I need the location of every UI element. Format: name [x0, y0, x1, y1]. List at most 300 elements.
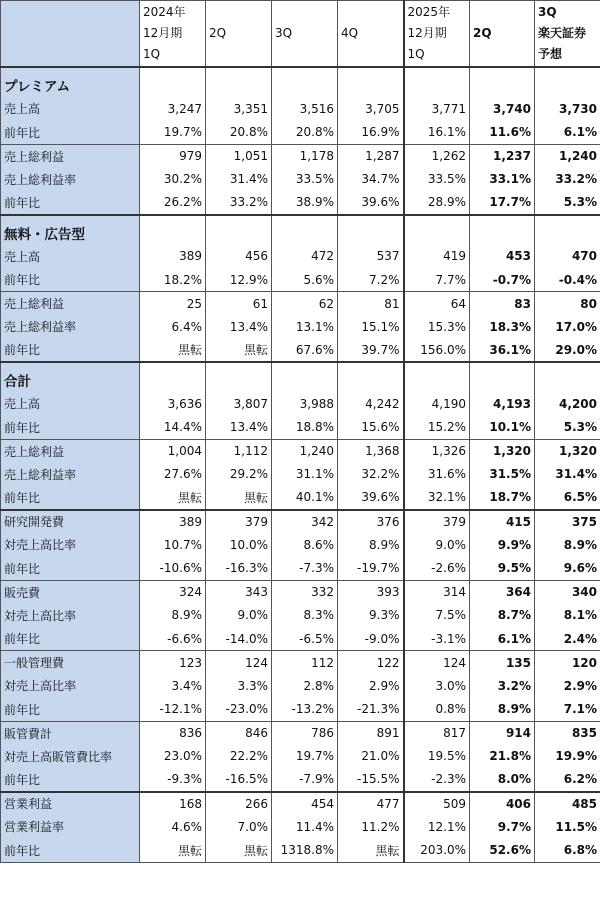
value-cell: 39.7%	[338, 339, 404, 363]
value-cell	[535, 67, 600, 97]
value-cell: 31.1%	[272, 463, 338, 487]
value-cell: 120	[535, 651, 600, 675]
value-cell: 5.6%	[272, 268, 338, 292]
value-cell: 914	[470, 721, 535, 745]
table-row	[1, 674, 600, 698]
value-cell: 379	[404, 510, 470, 534]
value-cell: 20.8%	[272, 121, 338, 145]
value-cell: 10.1%	[470, 416, 535, 440]
value-cell: 509	[404, 792, 470, 816]
section-header-row	[1, 362, 600, 392]
value-cell: 835	[535, 721, 600, 745]
value-cell: 34.7%	[338, 168, 404, 192]
header-line: 2Q	[473, 26, 492, 40]
table-row	[1, 168, 600, 192]
value-cell: 8.9%	[338, 533, 404, 557]
value-cell: 19.7%	[272, 745, 338, 769]
value-cell: 6.5%	[535, 486, 600, 510]
section-title: プレミアム	[1, 67, 140, 97]
value-cell: 15.6%	[338, 416, 404, 440]
value-cell: 6.8%	[535, 839, 600, 863]
value-cell: 15.3%	[404, 315, 470, 339]
value-cell: 485	[535, 792, 600, 816]
value-cell: 18.8%	[272, 416, 338, 440]
value-cell: 1,326	[404, 439, 470, 463]
table-row	[1, 745, 600, 769]
row-label: 売上総利益率	[1, 168, 140, 192]
value-cell	[404, 215, 470, 245]
value-cell: 817	[404, 721, 470, 745]
value-cell: 8.9%	[140, 604, 206, 628]
value-cell: 3,771	[404, 97, 470, 121]
value-cell: 1,237	[470, 144, 535, 168]
value-cell: 6.1%	[470, 627, 535, 651]
value-cell: 9.0%	[206, 604, 272, 628]
header-line: 1Q	[407, 47, 425, 61]
table-row	[1, 792, 600, 816]
value-cell: 9.7%	[470, 815, 535, 839]
table-row	[1, 604, 600, 628]
value-cell: -7.9%	[272, 768, 338, 792]
value-cell: 3.2%	[470, 674, 535, 698]
value-cell: 11.2%	[338, 815, 404, 839]
value-cell: 1,262	[404, 144, 470, 168]
value-cell: 17.0%	[535, 315, 600, 339]
row-label: 前年比	[1, 486, 140, 510]
table-row	[1, 315, 600, 339]
value-cell: 38.9%	[272, 191, 338, 215]
row-label: 販管費計	[1, 721, 140, 745]
header-row	[1, 1, 600, 68]
value-cell: 12.9%	[206, 268, 272, 292]
row-label: 売上総利益率	[1, 463, 140, 487]
table-row	[1, 97, 600, 121]
value-cell: 33.2%	[206, 191, 272, 215]
value-cell: 472	[272, 245, 338, 269]
table-row	[1, 268, 600, 292]
value-cell: 9.0%	[404, 533, 470, 557]
value-cell: 7.1%	[535, 698, 600, 722]
value-cell: 1,368	[338, 439, 404, 463]
value-cell	[206, 362, 272, 392]
value-cell: 黒転	[206, 486, 272, 510]
value-cell	[206, 67, 272, 97]
value-cell: 7.5%	[404, 604, 470, 628]
value-cell: 2.9%	[535, 674, 600, 698]
value-cell: 16.1%	[404, 121, 470, 145]
value-cell: 11.5%	[535, 815, 600, 839]
value-cell: 17.7%	[470, 191, 535, 215]
row-label: 前年比	[1, 191, 140, 215]
value-cell: 124	[206, 651, 272, 675]
value-cell: 4.6%	[140, 815, 206, 839]
value-cell: 6.2%	[535, 768, 600, 792]
value-cell: 1,320	[470, 439, 535, 463]
table-row	[1, 245, 600, 269]
section-title: 無料・広告型	[1, 215, 140, 245]
value-cell: 10.0%	[206, 533, 272, 557]
value-cell: -0.4%	[535, 268, 600, 292]
value-cell: 31.4%	[206, 168, 272, 192]
value-cell: 黒転	[338, 839, 404, 863]
value-cell: 314	[404, 580, 470, 604]
row-label: 前年比	[1, 121, 140, 145]
value-cell	[470, 362, 535, 392]
value-cell: 2.4%	[535, 627, 600, 651]
value-cell: -16.3%	[206, 557, 272, 581]
value-cell	[404, 67, 470, 97]
value-cell: 16.9%	[338, 121, 404, 145]
value-cell: 26.2%	[140, 191, 206, 215]
value-cell: 8.7%	[470, 604, 535, 628]
row-label: 販売費	[1, 580, 140, 604]
value-cell: 12.1%	[404, 815, 470, 839]
value-cell: 470	[535, 245, 600, 269]
header-line: 12月期	[143, 26, 183, 40]
value-cell: 1,178	[272, 144, 338, 168]
value-cell	[272, 215, 338, 245]
value-cell: 454	[272, 792, 338, 816]
value-cell: 3,730	[535, 97, 600, 121]
value-cell: 8.9%	[470, 698, 535, 722]
value-cell: 419	[404, 245, 470, 269]
value-cell: 22.2%	[206, 745, 272, 769]
row-label: 売上高	[1, 97, 140, 121]
table-row	[1, 768, 600, 792]
header-line: 3Q	[275, 26, 293, 40]
header-line: 楽天証券	[538, 26, 587, 40]
row-label: 対売上高比率	[1, 533, 140, 557]
row-label: 前年比	[1, 768, 140, 792]
value-cell: 393	[338, 580, 404, 604]
value-cell	[535, 215, 600, 245]
table-row	[1, 339, 600, 363]
table-row	[1, 121, 600, 145]
row-label: 前年比	[1, 557, 140, 581]
table-row	[1, 698, 600, 722]
table-row	[1, 292, 600, 316]
value-cell: 黒転	[140, 339, 206, 363]
row-label: 売上高	[1, 392, 140, 416]
column-header-2025-2q	[470, 1, 535, 68]
value-cell: -10.6%	[140, 557, 206, 581]
value-cell: -2.3%	[404, 768, 470, 792]
value-cell: -21.3%	[338, 698, 404, 722]
value-cell: 135	[470, 651, 535, 675]
section-header-row	[1, 215, 600, 245]
value-cell: 黒転	[140, 839, 206, 863]
value-cell: 8.9%	[535, 533, 600, 557]
value-cell	[338, 67, 404, 97]
column-header-2024-4q	[338, 1, 404, 68]
value-cell: 1,287	[338, 144, 404, 168]
value-cell: 19.7%	[140, 121, 206, 145]
value-cell: 9.9%	[470, 533, 535, 557]
value-cell: 10.7%	[140, 533, 206, 557]
value-cell: 389	[140, 510, 206, 534]
row-label: 一般管理費	[1, 651, 140, 675]
value-cell: 11.6%	[470, 121, 535, 145]
value-cell	[470, 67, 535, 97]
table-row	[1, 557, 600, 581]
value-cell	[535, 362, 600, 392]
value-cell: 477	[338, 792, 404, 816]
value-cell: 32.1%	[404, 486, 470, 510]
column-header-2024-1q	[140, 1, 206, 68]
value-cell: 黒転	[206, 339, 272, 363]
table-row	[1, 144, 600, 168]
value-cell: 18.2%	[140, 268, 206, 292]
value-cell: 7.7%	[404, 268, 470, 292]
value-cell: 15.1%	[338, 315, 404, 339]
column-header-2024-2q	[206, 1, 272, 68]
value-cell: 62	[272, 292, 338, 316]
value-cell: 342	[272, 510, 338, 534]
row-label: 売上高	[1, 245, 140, 269]
value-cell: 15.2%	[404, 416, 470, 440]
table-row	[1, 439, 600, 463]
value-cell: 2.9%	[338, 674, 404, 698]
value-cell: 13.1%	[272, 315, 338, 339]
value-cell: 27.6%	[140, 463, 206, 487]
value-cell: 266	[206, 792, 272, 816]
value-cell	[140, 215, 206, 245]
value-cell: -3.1%	[404, 627, 470, 651]
value-cell: 3,740	[470, 97, 535, 121]
row-label: 研究開発費	[1, 510, 140, 534]
value-cell: 33.1%	[470, 168, 535, 192]
value-cell: 13.4%	[206, 416, 272, 440]
value-cell: 4,190	[404, 392, 470, 416]
value-cell: -7.3%	[272, 557, 338, 581]
table-row	[1, 416, 600, 440]
value-cell: 3.4%	[140, 674, 206, 698]
value-cell: 19.9%	[535, 745, 600, 769]
value-cell: 67.6%	[272, 339, 338, 363]
value-cell: -13.2%	[272, 698, 338, 722]
row-label: 売上総利益	[1, 292, 140, 316]
value-cell: 2.8%	[272, 674, 338, 698]
value-cell: 156.0%	[404, 339, 470, 363]
value-cell: 836	[140, 721, 206, 745]
value-cell: 3,988	[272, 392, 338, 416]
column-header-2024-3q	[272, 1, 338, 68]
value-cell: 1,240	[272, 439, 338, 463]
value-cell: 21.0%	[338, 745, 404, 769]
table-row	[1, 627, 600, 651]
value-cell: 19.5%	[404, 745, 470, 769]
header-line: 予想	[538, 47, 563, 61]
value-cell: 28.9%	[404, 191, 470, 215]
value-cell: 32.2%	[338, 463, 404, 487]
value-cell: 11.4%	[272, 815, 338, 839]
table-row	[1, 392, 600, 416]
value-cell: 9.5%	[470, 557, 535, 581]
value-cell: 8.6%	[272, 533, 338, 557]
value-cell: 13.4%	[206, 315, 272, 339]
row-label: 前年比	[1, 698, 140, 722]
value-cell: 5.3%	[535, 416, 600, 440]
value-cell: 7.0%	[206, 815, 272, 839]
header-line: 12月期	[407, 26, 447, 40]
header-line: 2025年	[407, 5, 451, 19]
table-row	[1, 510, 600, 534]
table-row	[1, 463, 600, 487]
value-cell: 891	[338, 721, 404, 745]
value-cell	[338, 362, 404, 392]
column-header-2025-1q	[404, 1, 470, 68]
value-cell: 1,320	[535, 439, 600, 463]
value-cell	[470, 215, 535, 245]
value-cell: -16.5%	[206, 768, 272, 792]
value-cell: 415	[470, 510, 535, 534]
value-cell: -9.0%	[338, 627, 404, 651]
value-cell: 52.6%	[470, 839, 535, 863]
value-cell: 1,112	[206, 439, 272, 463]
table-row	[1, 533, 600, 557]
table-row	[1, 815, 600, 839]
value-cell: 979	[140, 144, 206, 168]
row-label: 前年比	[1, 416, 140, 440]
value-cell: 31.5%	[470, 463, 535, 487]
value-cell: 8.3%	[272, 604, 338, 628]
value-cell: 203.0%	[404, 839, 470, 863]
value-cell: 389	[140, 245, 206, 269]
value-cell: 64	[404, 292, 470, 316]
table-row	[1, 191, 600, 215]
value-cell: -23.0%	[206, 698, 272, 722]
value-cell: -0.7%	[470, 268, 535, 292]
value-cell: 80	[535, 292, 600, 316]
value-cell: 黒転	[140, 486, 206, 510]
column-header-2025-3q-forecast	[535, 1, 600, 68]
value-cell: 7.2%	[338, 268, 404, 292]
row-label: 前年比	[1, 627, 140, 651]
value-cell: 33.2%	[535, 168, 600, 192]
value-cell: 376	[338, 510, 404, 534]
row-label: 対売上高比率	[1, 674, 140, 698]
value-cell: 81	[338, 292, 404, 316]
value-cell: 39.6%	[338, 486, 404, 510]
value-cell: 3,705	[338, 97, 404, 121]
value-cell: 20.8%	[206, 121, 272, 145]
header-corner	[1, 1, 140, 68]
value-cell	[140, 67, 206, 97]
value-cell: 6.1%	[535, 121, 600, 145]
value-cell: 4,242	[338, 392, 404, 416]
value-cell: 9.6%	[535, 557, 600, 581]
value-cell: 1,240	[535, 144, 600, 168]
row-label: 前年比	[1, 839, 140, 863]
table-row	[1, 651, 600, 675]
value-cell	[404, 362, 470, 392]
section-header-row	[1, 67, 600, 97]
value-cell: 168	[140, 792, 206, 816]
value-cell: 33.5%	[404, 168, 470, 192]
section-title: 合計	[1, 362, 140, 392]
value-cell: -12.1%	[140, 698, 206, 722]
row-label: 対売上高販管費比率	[1, 745, 140, 769]
value-cell: 1,004	[140, 439, 206, 463]
value-cell: -2.6%	[404, 557, 470, 581]
value-cell: 3,516	[272, 97, 338, 121]
value-cell: 3.0%	[404, 674, 470, 698]
row-label: 前年比	[1, 339, 140, 363]
value-cell: 456	[206, 245, 272, 269]
row-label: 営業利益率	[1, 815, 140, 839]
value-cell: 0.8%	[404, 698, 470, 722]
value-cell: -6.5%	[272, 627, 338, 651]
value-cell: 8.0%	[470, 768, 535, 792]
value-cell	[206, 215, 272, 245]
row-label: 前年比	[1, 268, 140, 292]
value-cell: 1,051	[206, 144, 272, 168]
row-label: 営業利益	[1, 792, 140, 816]
value-cell: 4,193	[470, 392, 535, 416]
value-cell: 537	[338, 245, 404, 269]
value-cell: 5.3%	[535, 191, 600, 215]
value-cell: 124	[404, 651, 470, 675]
value-cell: -19.7%	[338, 557, 404, 581]
value-cell: 3,351	[206, 97, 272, 121]
value-cell: 61	[206, 292, 272, 316]
row-label: 売上総利益	[1, 144, 140, 168]
value-cell: -6.6%	[140, 627, 206, 651]
header-line: 1Q	[143, 47, 161, 61]
value-cell: 29.2%	[206, 463, 272, 487]
value-cell: -15.5%	[338, 768, 404, 792]
value-cell: 8.1%	[535, 604, 600, 628]
value-cell: 21.8%	[470, 745, 535, 769]
value-cell: 332	[272, 580, 338, 604]
value-cell: 3,247	[140, 97, 206, 121]
value-cell: 36.1%	[470, 339, 535, 363]
value-cell: 3,636	[140, 392, 206, 416]
row-label: 対売上高比率	[1, 604, 140, 628]
table-row	[1, 721, 600, 745]
value-cell: 786	[272, 721, 338, 745]
header-line: 2024年	[143, 5, 186, 19]
value-cell: 14.4%	[140, 416, 206, 440]
value-cell: 25	[140, 292, 206, 316]
row-label: 売上総利益	[1, 439, 140, 463]
value-cell	[272, 67, 338, 97]
value-cell: 39.6%	[338, 191, 404, 215]
value-cell: 340	[535, 580, 600, 604]
table-row	[1, 580, 600, 604]
value-cell: 40.1%	[272, 486, 338, 510]
value-cell: 1318.8%	[272, 839, 338, 863]
value-cell: 123	[140, 651, 206, 675]
header-line: 2Q	[209, 26, 227, 40]
value-cell: 31.6%	[404, 463, 470, 487]
value-cell: 122	[338, 651, 404, 675]
value-cell	[140, 362, 206, 392]
value-cell: 黒転	[206, 839, 272, 863]
value-cell: 112	[272, 651, 338, 675]
value-cell: -14.0%	[206, 627, 272, 651]
value-cell: 406	[470, 792, 535, 816]
value-cell: 6.4%	[140, 315, 206, 339]
value-cell: 343	[206, 580, 272, 604]
value-cell	[272, 362, 338, 392]
value-cell: -9.3%	[140, 768, 206, 792]
value-cell: 23.0%	[140, 745, 206, 769]
value-cell: 453	[470, 245, 535, 269]
value-cell: 31.4%	[535, 463, 600, 487]
value-cell: 364	[470, 580, 535, 604]
value-cell	[338, 215, 404, 245]
